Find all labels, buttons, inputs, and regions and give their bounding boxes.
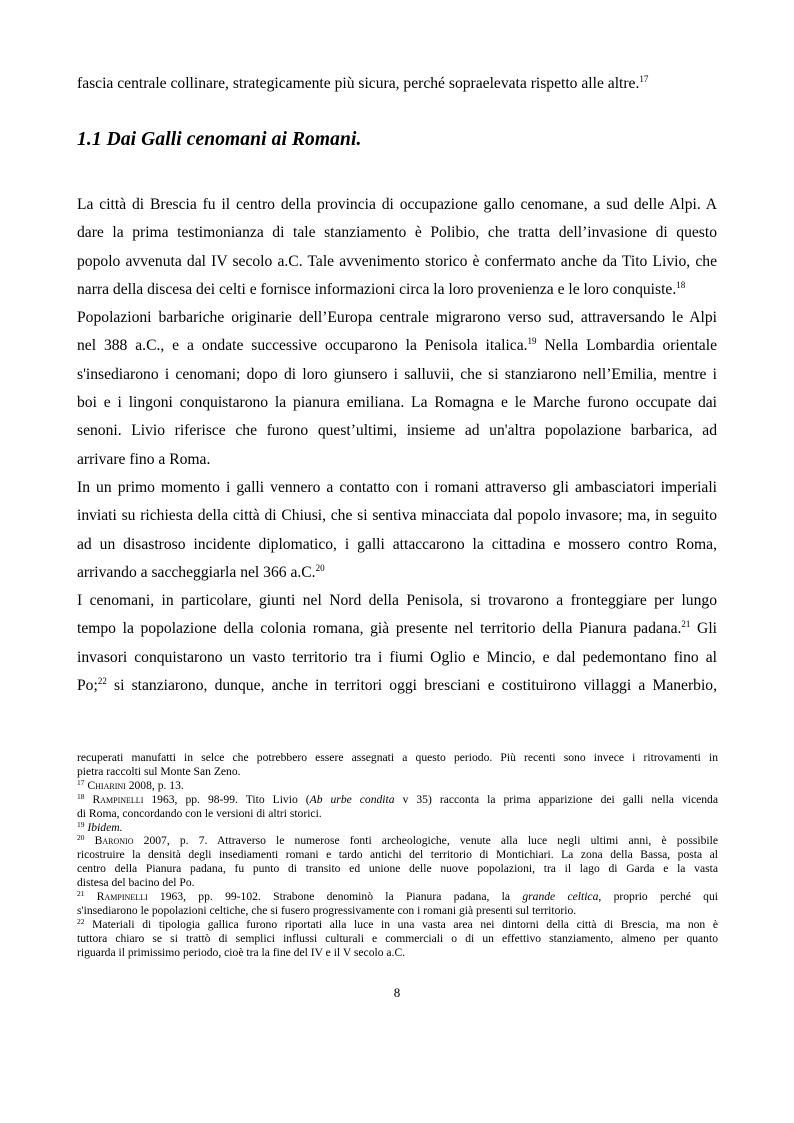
- text-line: senoni. Livio riferisce che furono quest’ultimi, insieme ad un'altra popolazione barbarica, ad: [77, 422, 717, 440]
- footnote-author: Chiarini: [87, 778, 126, 792]
- text-line: dare la prima testimonianza di tale stanziamento è Polibio, che tratta dell’invasione di questo: [77, 224, 717, 242]
- footnote-number: 20: [77, 833, 85, 843]
- text-line: [77, 332, 717, 360]
- paragraph-2: [77, 304, 717, 474]
- footnote-text: 2007, p. 7. Attraverso le numerose fonti archeologiche, venute alla luce negli ultimi anni, è possibile: [133, 834, 718, 848]
- footnote-ref-21: 21: [681, 619, 691, 630]
- body-text-block: [77, 191, 717, 700]
- text-line: [77, 559, 717, 587]
- text-segment: tempo la popolazione della colonia romana, già presente nel territorio della Pianura padana.: [77, 620, 682, 638]
- footnote-text: Materiali di tipologia gallica furono riportati alla luce in una vasta area nei dintorni della città di Brescia, ma non è: [84, 917, 718, 931]
- footnote-18: [77, 793, 718, 807]
- text-line: ad un disastroso incidente diplomatico, i galli attaccarono la cittadina e mossero contro Roma,: [77, 535, 717, 553]
- text-segment: narra della discesa dei celti e fornisce informazioni circa la loro provenienza e le loro conquiste.: [77, 280, 677, 298]
- footnote-text: tuttora chiaro se si trattò di semplici influssi culturali e commerciali o di un effettivo stanziamento, almeno per quanto: [77, 931, 718, 945]
- footnote-number: 17: [77, 777, 85, 787]
- footnote-text: ricostruire la densità degli insediamenti romani e tardo antichi del territorio di Montichiari. La zona della Bassa, posta al: [77, 848, 718, 862]
- text-line: s'insediarono i cenomani; dopo di loro giunsero i salluvii, che si stanziarono nell’Emilia, mentre i: [77, 365, 717, 383]
- footnote-text: riguarda il primissimo periodo, cioè tra la fine del IV e il V secolo a.C.: [77, 945, 406, 959]
- footnote-number: 22: [77, 916, 85, 926]
- text-segment: arrivando a saccheggiarla nel 366 a.C.: [77, 563, 316, 581]
- text-line: arrivare fino a Roma.: [77, 450, 211, 468]
- text-segment: nel 388 a.C., e a ondate successive occuparono la Penisola italica.: [77, 337, 528, 355]
- footnote-19: [77, 821, 718, 835]
- text-line: invasori conquistarono un vasto territorio tra i fiumi Oglio e Mincio, e dal pedemontano fino al: [77, 648, 717, 666]
- paragraph-4: [77, 587, 717, 700]
- text-line: [77, 615, 717, 643]
- footnote-ref-17: 17: [639, 74, 649, 84]
- footnote-author: Rampinelli: [92, 792, 144, 806]
- footnote-text: 1963, pp. 98-99. Tito Livio (: [143, 792, 310, 806]
- footnote-ref-20: 20: [315, 562, 325, 573]
- footnote-text: , proprio perché qui: [598, 890, 718, 904]
- text-line: popolo avvenuta dal IV secolo a.C. Tale avvenimento storico è confermato anche da Tito Livio, che: [77, 252, 717, 270]
- footnote-author: Baronio: [94, 834, 134, 848]
- footnote-text: 1963, pp. 99-102. Strabone denominò la Pianura padana, la: [147, 890, 523, 904]
- footnote-ref-19: 19: [527, 336, 537, 347]
- paragraph-1: [77, 191, 717, 304]
- section-heading: 1.1 Dai Galli cenomani ai Romani.: [77, 129, 362, 150]
- footnote-text: 2008, p. 13.: [125, 778, 184, 792]
- footnote-text: s'insediarono le popolazioni celtiche, che si fusero progressivamente con i romani già presenti sul territorio.: [77, 903, 577, 917]
- page-number: 8: [393, 985, 401, 1000]
- footnote-continuation: pietra raccolti sul Monte San Zeno.: [77, 764, 241, 778]
- text-line: Popolazioni barbariche originarie dell’Europa centrale migrarono verso sud, attraversando le Alpi: [77, 309, 717, 327]
- text-line: La città di Brescia fu il centro della provincia di occupazione gallo cenomane, a sud delle Alpi. A: [77, 196, 717, 213]
- footnote-21: [77, 890, 718, 904]
- footnote-text: centro della Pianura padana, fu punto di transito ed unione delle nuove popolazioni, tra il lago di Garda e la vasta: [77, 862, 718, 876]
- text-segment: Gli: [690, 620, 717, 638]
- text-line: [77, 276, 717, 304]
- text-line: I cenomani, in particolare, giunti nel Nord della Penisola, si trovarono a fronteggiare per lungo: [77, 592, 717, 610]
- text-segment: Nella Lombardia orientale: [536, 337, 717, 355]
- footnote-continuation: recuperati manufatti in selce che potrebbero essere assegnati a questo periodo. Più recenti sono invece i ritrovamenti in: [77, 751, 718, 764]
- footnote-number: 18: [77, 791, 85, 801]
- text-segment: Po;: [77, 677, 98, 695]
- text-line: inviati su richiesta della città di Chiusi, che si sentiva minacciata dal popolo invasore; ma, in seguito: [77, 507, 717, 525]
- footnote-text: v 35) racconta la prima apparizione dei galli nella vicenda: [394, 792, 718, 806]
- text-line: In un primo momento i galli vennero a contatto con i romani attraverso gli ambasciatori imperiali: [77, 478, 717, 496]
- footnote-text: di Roma, concordando con le versioni di altri storici.: [77, 806, 322, 820]
- footnote-text: distesa del bacino del Po.: [77, 876, 195, 890]
- footnote-22: [77, 918, 718, 932]
- footnote-number: 21: [77, 889, 85, 899]
- footnote-title: Ab urbe condita: [309, 792, 395, 806]
- footnotes: [77, 751, 718, 960]
- footnote-20: [77, 834, 718, 848]
- footnote-author: Rampinelli: [96, 890, 148, 904]
- continuation-paragraph: [77, 70, 717, 98]
- paragraph-3: [77, 474, 717, 587]
- footnote-ref-18: 18: [676, 279, 686, 290]
- text-line: boi e i lingoni conquistarono la pianura emiliana. La Romagna e le Marche furono occupate dai: [77, 394, 717, 412]
- text-segment: si stanziarono, dunque, anche in territori oggi bresciani e costituirono villaggi a Manerbio,: [106, 677, 717, 695]
- footnote-17: [77, 779, 718, 793]
- footnote-text: Ibidem.: [87, 820, 123, 834]
- footnote-title: grande celtica: [522, 890, 599, 904]
- footnote-ref-22: 22: [97, 676, 107, 687]
- continuation-text: fascia centrale collinare, strategicamente più sicura, perché sopraelevata rispetto alle altre.: [77, 75, 640, 92]
- text-line: [77, 672, 717, 700]
- footnote-number: 19: [77, 819, 85, 829]
